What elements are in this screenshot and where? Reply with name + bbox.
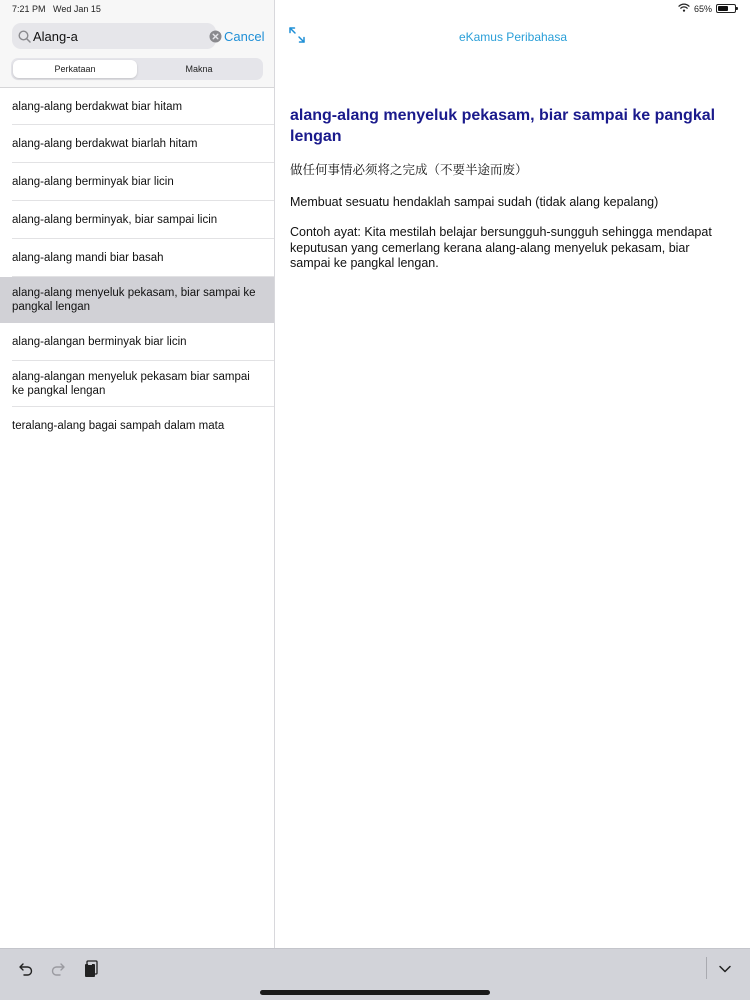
search-box[interactable] <box>12 23 216 49</box>
bar-divider <box>706 957 707 979</box>
clear-search-icon[interactable] <box>209 30 222 43</box>
list-item[interactable] <box>0 88 274 125</box>
list-item[interactable] <box>0 239 274 277</box>
search-icon <box>12 30 31 43</box>
list-item[interactable] <box>0 201 274 239</box>
entry-title: alang-alang menyeluk pekasam, biar sampai ke pangkal lengan <box>290 107 716 145</box>
list-item-label: alang-alang berminyak biar licin <box>12 176 174 188</box>
segment-perkataan[interactable]: Perkataan <box>13 60 137 78</box>
wifi-icon <box>678 3 690 14</box>
list-item-label: alang-alangan berminyak biar licin <box>12 336 187 348</box>
list-item-label: alang-alangan menyeluk pekasam biar sampai ke pangkal lengan <box>12 371 250 397</box>
segment-makna[interactable]: Makna <box>185 64 213 74</box>
entry-chinese-meaning: 做任何事情必须将之完成（不要半途而废） <box>290 163 528 177</box>
result-list <box>0 88 274 445</box>
list-item-selected[interactable] <box>0 277 274 323</box>
chevron-down-icon[interactable] <box>715 959 735 979</box>
list-item[interactable] <box>0 323 274 361</box>
undo-icon[interactable] <box>16 959 36 979</box>
list-item-label: alang-alang berminyak, biar sampai licin <box>12 214 218 226</box>
paste-icon[interactable] <box>81 959 101 979</box>
entry-meaning: Membuat sesuatu hendaklah sampai sudah (tidak alang kepalang) <box>290 195 659 209</box>
status-date: Wed Jan 15 <box>53 4 101 14</box>
list-item[interactable] <box>0 407 274 445</box>
redo-icon[interactable] <box>48 959 68 979</box>
list-item-label: teralang-alang bagai sampah dalam mata <box>12 420 225 432</box>
status-bar <box>0 0 750 18</box>
search-mode-segmented-control <box>11 58 263 80</box>
list-item-label: alang-alang menyeluk pekasam, biar sampai ke pangkal lengan <box>12 287 256 313</box>
app-title: eKamus Peribahasa <box>458 30 568 44</box>
sidebar <box>0 0 275 948</box>
battery-percent: 65% <box>693 3 712 14</box>
detail-pane <box>276 0 750 948</box>
status-time: 7:21 PM <box>12 4 46 14</box>
list-item-label: alang-alang berdakwat biar hitam <box>12 100 183 113</box>
list-item[interactable] <box>0 361 274 407</box>
list-item-label: alang-alang mandi biar basah <box>12 252 164 264</box>
battery-icon <box>716 4 736 13</box>
entry-example: Contoh ayat: Kita mestilah belajar bersungguh-sungguh sehingga mendapat keputusan yang cemerlang kerana alang-alang menyeluk pekasam, biar sampai ke pangkal lengan. <box>290 225 712 270</box>
list-item-label: alang-alang berdakwat biarlah hitam <box>12 138 198 150</box>
list-item[interactable] <box>0 163 274 201</box>
battery-tip <box>736 7 738 10</box>
home-indicator <box>260 990 490 995</box>
status-right <box>678 3 736 14</box>
list-item[interactable] <box>0 125 274 163</box>
battery-fill <box>718 6 728 11</box>
cancel-button[interactable]: Cancel <box>224 29 265 44</box>
search-input[interactable] <box>31 25 209 47</box>
